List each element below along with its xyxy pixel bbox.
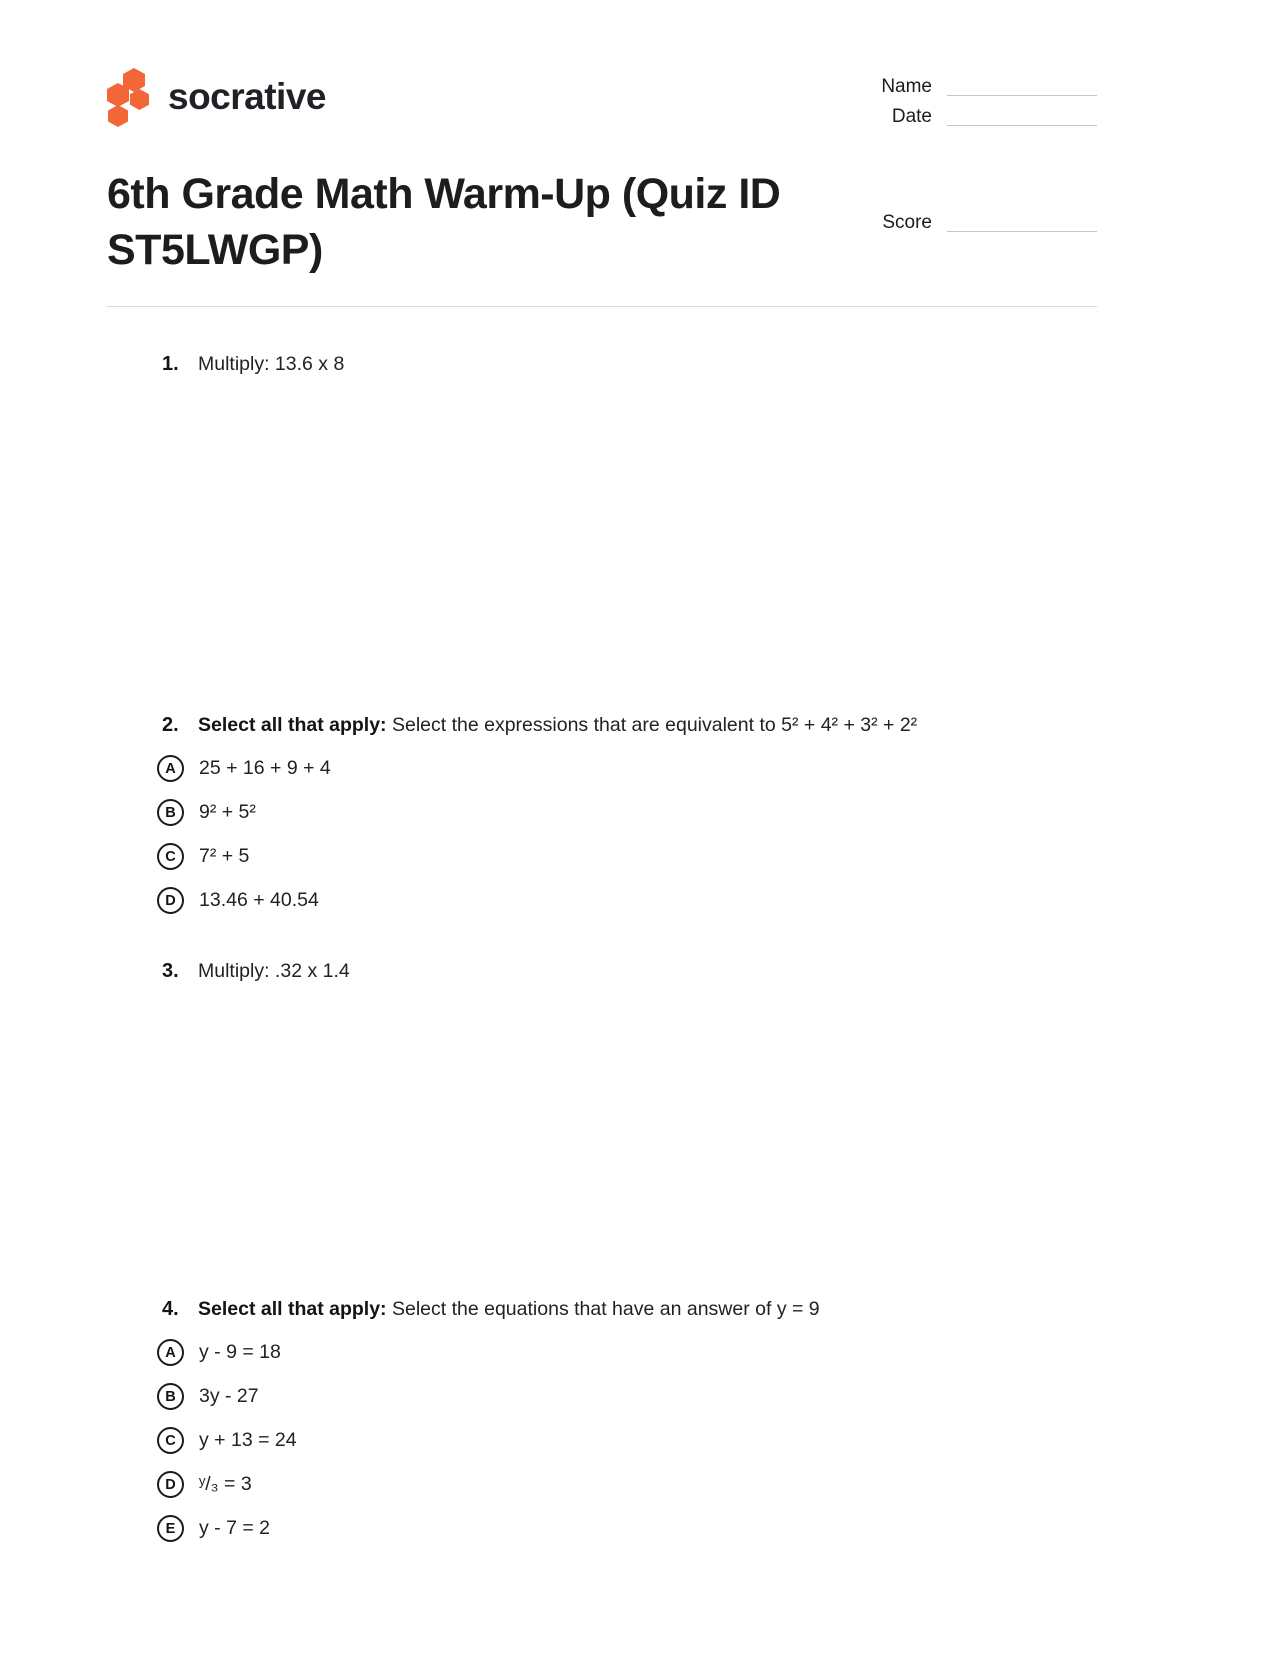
title-divider [107, 306, 1097, 307]
quiz-title: 6th Grade Math Warm-Up (Quiz ID ST5LWGP) [107, 170, 781, 274]
option-letter: E [165, 1520, 176, 1537]
score-label: Score [882, 212, 932, 233]
date-write-line[interactable] [947, 106, 1097, 126]
name-date-fields [881, 76, 1097, 128]
hexagon-icon [130, 89, 149, 110]
option-row-d [157, 887, 1097, 914]
score-field [882, 212, 1097, 234]
question-2-options [157, 755, 1097, 914]
option-letter: A [165, 1344, 176, 1361]
socrative-hexagon-mark-icon [107, 68, 153, 126]
question-list [107, 351, 1097, 1542]
option-text: y - 7 = 2 [199, 1517, 270, 1539]
answer-bubble-b[interactable] [157, 799, 184, 826]
question-number: 4. [162, 1298, 179, 1320]
question-prompt-bold: Select all that apply: [198, 714, 387, 736]
answer-bubble-a[interactable] [157, 1339, 184, 1366]
document-header [107, 68, 1097, 128]
option-letter: D [165, 892, 176, 909]
option-text: ʸ/₃ = 3 [199, 1473, 252, 1495]
option-row-a [157, 1339, 1097, 1366]
option-text: 9² + 5² [199, 801, 256, 823]
question-prompt-text: Multiply: .32 x 1.4 [198, 960, 350, 982]
option-letter: B [165, 804, 176, 821]
option-row-e [157, 1515, 1097, 1542]
question-4 [162, 1296, 1097, 1542]
option-text: 13.46 + 40.54 [199, 889, 319, 911]
brand-wordmark: socrative [168, 76, 326, 117]
answer-bubble-d[interactable] [157, 887, 184, 914]
title-row [107, 166, 1097, 278]
question-2-header [162, 712, 1097, 738]
answer-bubble-d[interactable] [157, 1471, 184, 1498]
question-number: 1. [162, 353, 179, 375]
question-prompt [198, 958, 350, 984]
date-label: Date [891, 106, 932, 127]
question-1 [162, 351, 1097, 377]
option-text: y + 13 = 24 [199, 1429, 297, 1451]
question-prompt-text: Multiply: 13.6 x 8 [198, 353, 345, 375]
answer-bubble-a[interactable] [157, 755, 184, 782]
option-row-b [157, 799, 1097, 826]
question-4-options [157, 1339, 1097, 1542]
question-prompt-text: Select the expressions that are equivalent to 5² + 4² + 3² + 2² [386, 714, 918, 736]
answer-bubble-c[interactable] [157, 843, 184, 870]
question-4-header [162, 1296, 1097, 1322]
answer-bubble-b[interactable] [157, 1383, 184, 1410]
option-row-a [157, 755, 1097, 782]
score-write-line[interactable] [947, 212, 1097, 232]
option-row-d [157, 1471, 1097, 1498]
name-write-line[interactable] [947, 76, 1097, 96]
option-letter: A [165, 760, 176, 777]
option-text: 25 + 16 + 9 + 4 [199, 757, 331, 779]
question-prompt [198, 712, 917, 738]
name-label: Name [881, 76, 932, 97]
option-row-b [157, 1383, 1097, 1410]
question-1-header [162, 351, 1097, 377]
question-prompt [198, 351, 344, 377]
option-letter: B [165, 1388, 176, 1405]
hexagon-icon [108, 105, 128, 127]
question-number: 2. [162, 714, 179, 736]
option-letter: C [165, 1432, 176, 1449]
question-3 [162, 958, 1097, 984]
option-text: 7² + 5 [199, 845, 250, 867]
option-row-c [157, 843, 1097, 870]
question-prompt-text: Select the equations that have an answer of y = 9 [386, 1298, 820, 1320]
answer-bubble-e[interactable] [157, 1515, 184, 1542]
option-row-c [157, 1427, 1097, 1454]
question-3-header [162, 958, 1097, 984]
option-letter: D [165, 1476, 176, 1493]
question-2 [162, 712, 1097, 914]
option-text: 3y - 27 [199, 1385, 259, 1407]
option-text: y - 9 = 18 [199, 1341, 281, 1363]
option-letter: C [165, 848, 176, 865]
answer-bubble-c[interactable] [157, 1427, 184, 1454]
socrative-logo [107, 68, 326, 126]
question-prompt-bold: Select all that apply: [198, 1298, 387, 1320]
question-prompt [198, 1296, 820, 1322]
question-number: 3. [162, 960, 179, 982]
